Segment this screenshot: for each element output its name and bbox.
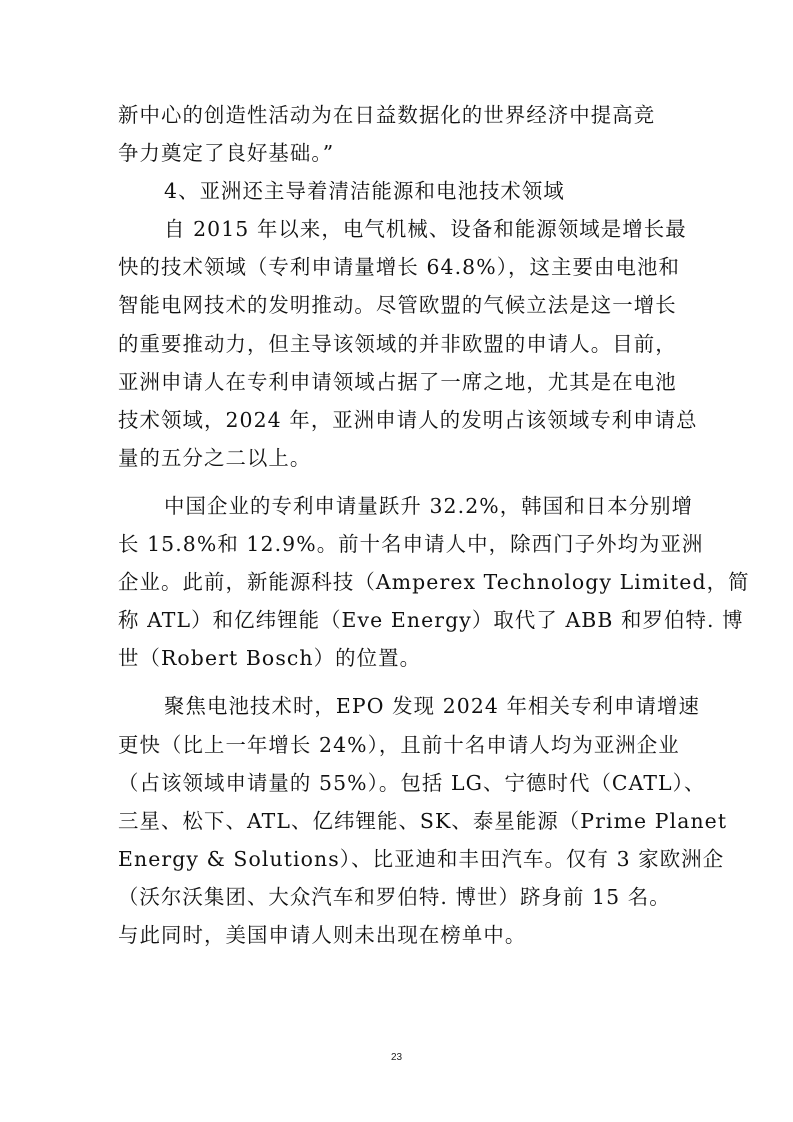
- text-line: 世（Robert Bosch）的位置。: [118, 646, 422, 671]
- text-line: 中国企业的专利申请量跃升 32.2%，韩国和日本分别增: [164, 493, 694, 518]
- text-line: 三星、松下、ATL、亿纬锂能、SK、泰星能源（Prime Planet: [118, 808, 728, 833]
- text-line: 技术领域，2024 年，亚洲申请人的发明占该领域专利申请总: [118, 407, 698, 432]
- body-text: [118, 96, 750, 954]
- paragraph-gap: [118, 677, 680, 687]
- text-line: 新中心的创造性活动为在日益数据化的世界经济中提高竞: [118, 103, 656, 127]
- text-line: 快的技术领域（专利申请量增长 64.8%），这主要由电池和: [118, 255, 680, 280]
- page-number: 23: [390, 1052, 403, 1063]
- text-line: 与此同时，美国申请人则未出现在榜单中。: [118, 922, 527, 947]
- text-line: 长 15.8%和 12.9%。前十名申请人中，除西门子外均为亚洲: [118, 532, 704, 557]
- text-line: 量的五分之二以上。: [118, 445, 312, 470]
- text-line: 自 2015 年以来，电气机械、设备和能源领域是增长最: [164, 217, 687, 242]
- text-line: Energy & Solutions）、比亚迪和丰田汽车。仅有 3 家欧洲企: [118, 846, 725, 871]
- text-line: 称 ATL）和亿纬锂能（Eve Energy）取代了 ABB 和罗伯特. 博: [118, 608, 744, 633]
- section-heading: 4、亚洲还主导着清洁能源和电池技术领域: [164, 179, 565, 204]
- text-line: 的重要推动力，但主导该领域的并非欧盟的申请人。目前，: [118, 331, 677, 356]
- text-line: 争力奠定了良好基础。”: [118, 141, 335, 166]
- text-line: 更快（比上一年增长 24%），且前十名申请人均为亚洲企业: [118, 732, 680, 757]
- text-line: （沃尔沃集团、大众汽车和罗伯特. 博世）跻身前 15 名。: [118, 884, 671, 909]
- text-line: 智能电网技术的发明推动。尽管欧盟的气候立法是这一增长: [118, 293, 677, 318]
- text-line: 亚洲申请人在专利申请领域占据了一席之地，尤其是在电池: [118, 369, 677, 394]
- paragraph-gap: [118, 477, 680, 487]
- text-line: 聚焦电池技术时，EPO 发现 2024 年相关专利申请增速: [164, 694, 700, 719]
- text-line: （占该领域申请量的 55%）。包括 LG、宁德时代（CATL）、: [118, 770, 706, 795]
- text-line: 企业。此前，新能源科技（Amperex Technology Limited，简: [118, 570, 750, 595]
